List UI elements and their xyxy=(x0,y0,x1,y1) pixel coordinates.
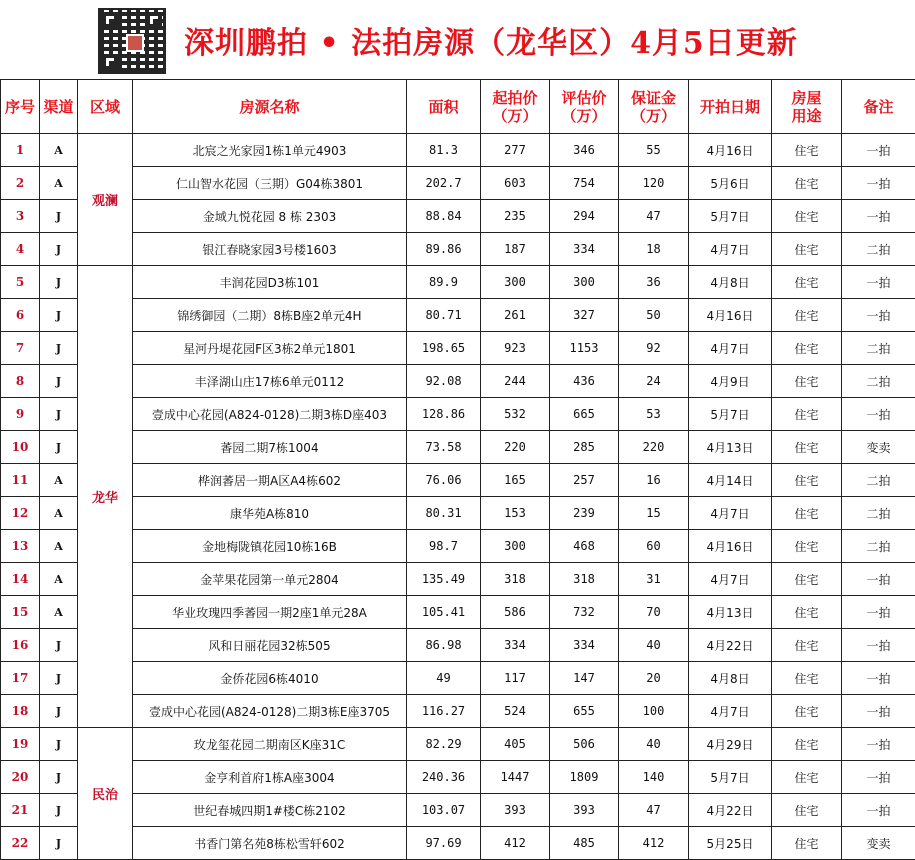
deposit-cell: 40 xyxy=(619,629,689,662)
usage-cell: 住宅 xyxy=(772,827,842,860)
deposit-cell: 31 xyxy=(619,563,689,596)
start-price-cell: 318 xyxy=(481,563,550,596)
eval-price-cell: 327 xyxy=(550,299,619,332)
start-price-cell: 277 xyxy=(481,134,550,167)
property-name-cell: 玫龙玺花园二期南区K座31C xyxy=(133,728,407,761)
eval-price-cell: 468 xyxy=(550,530,619,563)
deposit-cell: 60 xyxy=(619,530,689,563)
row-number: 12 xyxy=(1,497,40,530)
col-auction-date-header: 开拍日期 xyxy=(689,80,772,134)
channel-cell: J xyxy=(40,398,78,431)
table-row xyxy=(1,695,915,728)
area-cell: 116.27 xyxy=(407,695,481,728)
deposit-cell: 70 xyxy=(619,596,689,629)
usage-cell: 住宅 xyxy=(772,563,842,596)
eval-price-cell: 239 xyxy=(550,497,619,530)
channel-cell: J xyxy=(40,695,78,728)
qr-logo-icon xyxy=(126,34,144,52)
start-price-cell: 405 xyxy=(481,728,550,761)
listing-table xyxy=(0,79,915,860)
row-number: 11 xyxy=(1,464,40,497)
start-price-cell: 244 xyxy=(481,365,550,398)
start-price-cell: 220 xyxy=(481,431,550,464)
row-number: 2 xyxy=(1,167,40,200)
deposit-cell: 47 xyxy=(619,200,689,233)
note-cell: 二拍 xyxy=(842,464,915,497)
start-price-cell: 334 xyxy=(481,629,550,662)
channel-cell: J xyxy=(40,827,78,860)
auction-date-cell: 5月7日 xyxy=(689,761,772,794)
channel-cell: A xyxy=(40,497,78,530)
note-cell: 一拍 xyxy=(842,662,915,695)
channel-cell: J xyxy=(40,200,78,233)
auction-date-cell: 5月7日 xyxy=(689,200,772,233)
area-cell: 198.65 xyxy=(407,332,481,365)
eval-price-cell: 754 xyxy=(550,167,619,200)
table-row xyxy=(1,431,915,464)
auction-date-cell: 4月22日 xyxy=(689,794,772,827)
eval-price-cell: 285 xyxy=(550,431,619,464)
auction-date-cell: 4月16日 xyxy=(689,134,772,167)
table-header-row xyxy=(1,80,915,134)
row-number: 13 xyxy=(1,530,40,563)
property-name-cell: 锦绣御园（二期）8栋B座2单元4H xyxy=(133,299,407,332)
auction-date-cell: 4月14日 xyxy=(689,464,772,497)
auction-date-cell: 4月7日 xyxy=(689,695,772,728)
deposit-cell: 16 xyxy=(619,464,689,497)
start-price-cell: 261 xyxy=(481,299,550,332)
channel-cell: A xyxy=(40,134,78,167)
deposit-cell: 120 xyxy=(619,167,689,200)
usage-cell: 住宅 xyxy=(772,596,842,629)
auction-date-cell: 5月25日 xyxy=(689,827,772,860)
property-name-cell: 桦润萫居一期A区A4栋602 xyxy=(133,464,407,497)
auction-date-cell: 5月7日 xyxy=(689,398,772,431)
table-row xyxy=(1,299,915,332)
table-row xyxy=(1,563,915,596)
property-name-cell: 金地梅陇镇花园10栋16B xyxy=(133,530,407,563)
deposit-cell: 18 xyxy=(619,233,689,266)
area-cell: 88.84 xyxy=(407,200,481,233)
auction-date-cell: 4月8日 xyxy=(689,662,772,695)
property-name-cell: 丰泽湖山庄17栋6单元0112 xyxy=(133,365,407,398)
usage-cell: 住宅 xyxy=(772,299,842,332)
usage-cell: 住宅 xyxy=(772,266,842,299)
page-title: 深圳鹏拍 • 法拍房源（龙华区）4月5日更新 xyxy=(184,18,798,62)
auction-date-cell: 4月7日 xyxy=(689,497,772,530)
row-number: 1 xyxy=(1,134,40,167)
row-number: 14 xyxy=(1,563,40,596)
note-cell: 一拍 xyxy=(842,200,915,233)
col-area-header: 面积 xyxy=(407,80,481,134)
area-cell: 49 xyxy=(407,662,481,695)
property-name-cell: 世纪春城四期1#楼C栋2102 xyxy=(133,794,407,827)
property-name-cell: 风和日丽花园32栋505 xyxy=(133,629,407,662)
region-cell: 观澜 xyxy=(78,134,133,266)
channel-cell: A xyxy=(40,464,78,497)
col-no-header: 序号 xyxy=(1,80,40,134)
eval-price-cell: 1809 xyxy=(550,761,619,794)
table-row xyxy=(1,233,915,266)
area-cell: 86.98 xyxy=(407,629,481,662)
note-cell: 一拍 xyxy=(842,299,915,332)
table-row xyxy=(1,365,915,398)
row-number: 18 xyxy=(1,695,40,728)
deposit-cell: 53 xyxy=(619,398,689,431)
note-cell: 二拍 xyxy=(842,497,915,530)
note-cell: 变卖 xyxy=(842,827,915,860)
eval-price-cell: 334 xyxy=(550,233,619,266)
area-cell: 73.58 xyxy=(407,431,481,464)
auction-date-cell: 4月29日 xyxy=(689,728,772,761)
col-channel-header: 渠道 xyxy=(40,80,78,134)
deposit-cell: 47 xyxy=(619,794,689,827)
row-number: 21 xyxy=(1,794,40,827)
usage-cell: 住宅 xyxy=(772,497,842,530)
start-price-cell: 165 xyxy=(481,464,550,497)
property-name-cell: 书香门第名苑8栋松雪轩602 xyxy=(133,827,407,860)
usage-cell: 住宅 xyxy=(772,761,842,794)
note-cell: 一拍 xyxy=(842,761,915,794)
eval-price-cell: 318 xyxy=(550,563,619,596)
row-number: 9 xyxy=(1,398,40,431)
channel-cell: A xyxy=(40,563,78,596)
start-price-cell: 603 xyxy=(481,167,550,200)
deposit-cell: 36 xyxy=(619,266,689,299)
table-row xyxy=(1,629,915,662)
start-price-cell: 1447 xyxy=(481,761,550,794)
channel-cell: J xyxy=(40,299,78,332)
start-price-cell: 235 xyxy=(481,200,550,233)
note-cell: 一拍 xyxy=(842,794,915,827)
auction-date-cell: 4月16日 xyxy=(689,530,772,563)
row-number: 4 xyxy=(1,233,40,266)
deposit-cell: 220 xyxy=(619,431,689,464)
auction-date-cell: 4月8日 xyxy=(689,266,772,299)
deposit-cell: 40 xyxy=(619,728,689,761)
row-number: 19 xyxy=(1,728,40,761)
col-eval-price-header: 评估价 （万） xyxy=(550,80,619,134)
start-price-cell: 412 xyxy=(481,827,550,860)
start-price-cell: 153 xyxy=(481,497,550,530)
row-number: 22 xyxy=(1,827,40,860)
channel-cell: A xyxy=(40,596,78,629)
start-price-cell: 586 xyxy=(481,596,550,629)
usage-cell: 住宅 xyxy=(772,464,842,497)
start-price-cell: 187 xyxy=(481,233,550,266)
area-cell: 128.86 xyxy=(407,398,481,431)
eval-price-cell: 665 xyxy=(550,398,619,431)
row-number: 7 xyxy=(1,332,40,365)
auction-date-cell: 5月6日 xyxy=(689,167,772,200)
note-cell: 一拍 xyxy=(842,398,915,431)
region-cell: 龙华 xyxy=(78,266,133,728)
channel-cell: J xyxy=(40,431,78,464)
property-name-cell: 壹成中心花园(A824-0128)二期3栋E座3705 xyxy=(133,695,407,728)
deposit-cell: 55 xyxy=(619,134,689,167)
area-cell: 80.31 xyxy=(407,497,481,530)
eval-price-cell: 436 xyxy=(550,365,619,398)
eval-price-cell: 506 xyxy=(550,728,619,761)
table-row xyxy=(1,464,915,497)
note-cell: 一拍 xyxy=(842,563,915,596)
channel-cell: J xyxy=(40,728,78,761)
row-number: 3 xyxy=(1,200,40,233)
channel-cell: J xyxy=(40,794,78,827)
note-cell: 一拍 xyxy=(842,629,915,662)
eval-price-cell: 147 xyxy=(550,662,619,695)
channel-cell: J xyxy=(40,332,78,365)
eval-price-cell: 732 xyxy=(550,596,619,629)
property-name-cell: 星河丹堤花园F区3栋2单元1801 xyxy=(133,332,407,365)
row-number: 17 xyxy=(1,662,40,695)
auction-date-cell: 4月7日 xyxy=(689,563,772,596)
auction-date-cell: 4月16日 xyxy=(689,299,772,332)
usage-cell: 住宅 xyxy=(772,200,842,233)
auction-date-cell: 4月7日 xyxy=(689,233,772,266)
note-cell: 变卖 xyxy=(842,431,915,464)
area-cell: 76.06 xyxy=(407,464,481,497)
area-cell: 135.49 xyxy=(407,563,481,596)
area-cell: 98.7 xyxy=(407,530,481,563)
deposit-cell: 20 xyxy=(619,662,689,695)
property-name-cell: 北宸之光家园1栋1单元4903 xyxy=(133,134,407,167)
table-row xyxy=(1,728,915,761)
note-cell: 一拍 xyxy=(842,134,915,167)
usage-cell: 住宅 xyxy=(772,629,842,662)
deposit-cell: 15 xyxy=(619,497,689,530)
auction-date-cell: 4月9日 xyxy=(689,365,772,398)
deposit-cell: 412 xyxy=(619,827,689,860)
eval-price-cell: 294 xyxy=(550,200,619,233)
start-price-cell: 117 xyxy=(481,662,550,695)
table-row xyxy=(1,530,915,563)
area-cell: 97.69 xyxy=(407,827,481,860)
property-name-cell: 金苹果花园第一单元2804 xyxy=(133,563,407,596)
eval-price-cell: 334 xyxy=(550,629,619,662)
qr-finder-icon xyxy=(102,12,118,28)
area-cell: 81.3 xyxy=(407,134,481,167)
row-number: 16 xyxy=(1,629,40,662)
area-cell: 240.36 xyxy=(407,761,481,794)
channel-cell: J xyxy=(40,761,78,794)
channel-cell: J xyxy=(40,662,78,695)
auction-date-cell: 4月22日 xyxy=(689,629,772,662)
property-name-cell: 银江春晓家园3号楼1603 xyxy=(133,233,407,266)
deposit-cell: 140 xyxy=(619,761,689,794)
qr-code-icon xyxy=(98,8,166,74)
qr-finder-icon xyxy=(102,54,118,70)
property-name-cell: 丰润花园D3栋101 xyxy=(133,266,407,299)
note-cell: 二拍 xyxy=(842,530,915,563)
channel-cell: J xyxy=(40,233,78,266)
usage-cell: 住宅 xyxy=(772,332,842,365)
start-price-cell: 923 xyxy=(481,332,550,365)
eval-price-cell: 300 xyxy=(550,266,619,299)
start-price-cell: 300 xyxy=(481,266,550,299)
usage-cell: 住宅 xyxy=(772,530,842,563)
eval-price-cell: 1153 xyxy=(550,332,619,365)
note-cell: 一拍 xyxy=(842,266,915,299)
channel-cell: J xyxy=(40,266,78,299)
row-number: 6 xyxy=(1,299,40,332)
table-row xyxy=(1,827,915,860)
auction-date-cell: 4月7日 xyxy=(689,332,772,365)
channel-cell: A xyxy=(40,167,78,200)
col-deposit-header: 保证金 （万） xyxy=(619,80,689,134)
usage-cell: 住宅 xyxy=(772,662,842,695)
property-name-cell: 金亨利首府1栋A座3004 xyxy=(133,761,407,794)
usage-cell: 住宅 xyxy=(772,233,842,266)
eval-price-cell: 655 xyxy=(550,695,619,728)
eval-price-cell: 257 xyxy=(550,464,619,497)
area-cell: 89.86 xyxy=(407,233,481,266)
qr-finder-icon xyxy=(146,12,162,28)
note-cell: 一拍 xyxy=(842,167,915,200)
deposit-cell: 100 xyxy=(619,695,689,728)
area-cell: 202.7 xyxy=(407,167,481,200)
deposit-cell: 24 xyxy=(619,365,689,398)
auction-date-cell: 4月13日 xyxy=(689,431,772,464)
col-name-header: 房源名称 xyxy=(133,80,407,134)
channel-cell: J xyxy=(40,365,78,398)
eval-price-cell: 346 xyxy=(550,134,619,167)
area-cell: 92.08 xyxy=(407,365,481,398)
usage-cell: 住宅 xyxy=(772,398,842,431)
deposit-cell: 92 xyxy=(619,332,689,365)
usage-cell: 住宅 xyxy=(772,431,842,464)
row-number: 20 xyxy=(1,761,40,794)
start-price-cell: 393 xyxy=(481,794,550,827)
col-start-price-header: 起拍价 （万） xyxy=(481,80,550,134)
usage-cell: 住宅 xyxy=(772,365,842,398)
area-cell: 80.71 xyxy=(407,299,481,332)
usage-cell: 住宅 xyxy=(772,167,842,200)
row-number: 15 xyxy=(1,596,40,629)
area-cell: 89.9 xyxy=(407,266,481,299)
note-cell: 二拍 xyxy=(842,233,915,266)
channel-cell: A xyxy=(40,530,78,563)
note-cell: 二拍 xyxy=(842,365,915,398)
auction-date-cell: 4月13日 xyxy=(689,596,772,629)
table-row xyxy=(1,662,915,695)
table-row xyxy=(1,200,915,233)
note-cell: 一拍 xyxy=(842,695,915,728)
table-row xyxy=(1,266,915,299)
start-price-cell: 300 xyxy=(481,530,550,563)
table-body xyxy=(1,134,915,860)
start-price-cell: 524 xyxy=(481,695,550,728)
table-row xyxy=(1,134,915,167)
property-name-cell: 金域九悦花园 8 栋 2303 xyxy=(133,200,407,233)
property-name-cell: 康华苑A栋810 xyxy=(133,497,407,530)
note-cell: 二拍 xyxy=(842,332,915,365)
region-cell: 民治 xyxy=(78,728,133,860)
usage-cell: 住宅 xyxy=(772,794,842,827)
channel-cell: J xyxy=(40,629,78,662)
eval-price-cell: 393 xyxy=(550,794,619,827)
eval-price-cell: 485 xyxy=(550,827,619,860)
table-row xyxy=(1,596,915,629)
area-cell: 103.07 xyxy=(407,794,481,827)
start-price-cell: 532 xyxy=(481,398,550,431)
row-number: 10 xyxy=(1,431,40,464)
note-cell: 一拍 xyxy=(842,728,915,761)
usage-cell: 住宅 xyxy=(772,728,842,761)
property-name-cell: 华业玫瑰四季萫园一期2座1单元28A xyxy=(133,596,407,629)
title-bar xyxy=(0,0,915,78)
note-cell: 一拍 xyxy=(842,596,915,629)
usage-cell: 住宅 xyxy=(772,134,842,167)
col-region-header: 区域 xyxy=(78,80,133,134)
property-name-cell: 金侨花园6栋4010 xyxy=(133,662,407,695)
table-row xyxy=(1,794,915,827)
table-row xyxy=(1,761,915,794)
table-row xyxy=(1,332,915,365)
usage-cell: 住宅 xyxy=(772,695,842,728)
property-name-cell: 仁山智水花园（三期）G04栋3801 xyxy=(133,167,407,200)
table-row xyxy=(1,398,915,431)
row-number: 8 xyxy=(1,365,40,398)
property-name-cell: 壹成中心花园(A824-0128)二期3栋D座403 xyxy=(133,398,407,431)
area-cell: 105.41 xyxy=(407,596,481,629)
property-name-cell: 萫园二期7栋1004 xyxy=(133,431,407,464)
table-row xyxy=(1,497,915,530)
area-cell: 82.29 xyxy=(407,728,481,761)
col-note-header: 备注 xyxy=(842,80,915,134)
table-row xyxy=(1,167,915,200)
row-number: 5 xyxy=(1,266,40,299)
col-usage-header: 房屋 用途 xyxy=(772,80,842,134)
deposit-cell: 50 xyxy=(619,299,689,332)
